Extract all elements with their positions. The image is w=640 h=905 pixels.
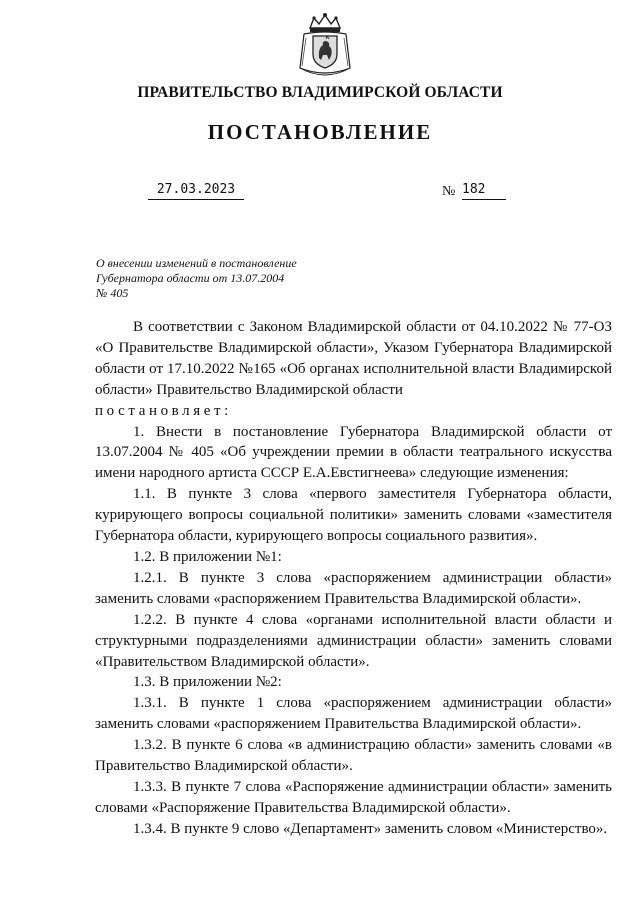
document-subject	[96, 256, 336, 301]
document-date: 27.03.2023	[148, 182, 244, 200]
clause-1-1: 1.1. В пункте 3 слова «первого заместителя Губернатора области, курирующего вопросы социальной политики» заменить словами «заместителя Губернатора области, курирующего вопросы социального развития».	[95, 486, 612, 545]
coat-of-arms-icon	[296, 12, 354, 78]
document-number: 182	[462, 182, 506, 200]
document-body	[95, 317, 612, 840]
subject-line: Губернатора области от 13.07.2004	[96, 271, 285, 285]
clause-1-3-2: 1.3.2. В пункте 6 слова «в администрацию области» заменить словами «в Правительство Владимирской области».	[95, 737, 612, 775]
subject-line: № 405	[96, 286, 129, 300]
clause-1-3-3: 1.3.3. В пункте 7 слова «Распоряжение администрации области» заменить словами «Распоряжение Правительства Владимирской области».	[95, 778, 612, 816]
clause-1: 1. Внести в постановление Губернатора Владимирской области от 13.07.2004 № 405 «Об учреждении премии в области театрального искусства имени народного артиста СССР Е.А.Евстигнеева» следующие изменения:	[95, 423, 612, 482]
document-type-title: ПОСТАНОВЛЕНИЕ	[207, 120, 433, 144]
number-sign: №	[442, 184, 456, 199]
subject-line: О внесении изменений в постановление	[96, 256, 297, 270]
clause-1-2-2: 1.2.2. В пункте 4 слова «органами исполнительной власти области и структурными подразделениями администрации области» заменить словами «Правительством Владимирской области».	[95, 611, 612, 670]
preamble-paragraph: В соответствии с Законом Владимирской области от 04.10.2022 № 77-ОЗ «О Правительстве Владимирской области», Указом Губернатора Владимирской области от 17.10.2022 №165 «Об органах исполнительной власти Владимирской области» Правительство Владимирской области	[95, 319, 612, 398]
clause-1-3: 1.3. В приложении №2:	[133, 674, 282, 691]
clause-1-2: 1.2. В приложении №1:	[133, 548, 282, 565]
resolves-word: постановляет:	[95, 402, 232, 419]
clause-1-3-4: 1.3.4. В пункте 9 слово «Департамент» заменить словом «Министерство».	[133, 820, 608, 837]
clause-1-3-1: 1.3.1. В пункте 1 слова «распоряжением администрации области» заменить словами «распоряжением Правительства Владимирской области».	[95, 695, 612, 733]
organization-title: ПРАВИТЕЛЬСТВО ВЛАДИМИРСКОЙ ОБЛАСТИ	[137, 84, 503, 101]
clause-1-2-1: 1.2.1. В пункте 3 слова «распоряжением администрации области» заменить словами «распоряжением Правительства Владимирской области».	[95, 569, 612, 607]
